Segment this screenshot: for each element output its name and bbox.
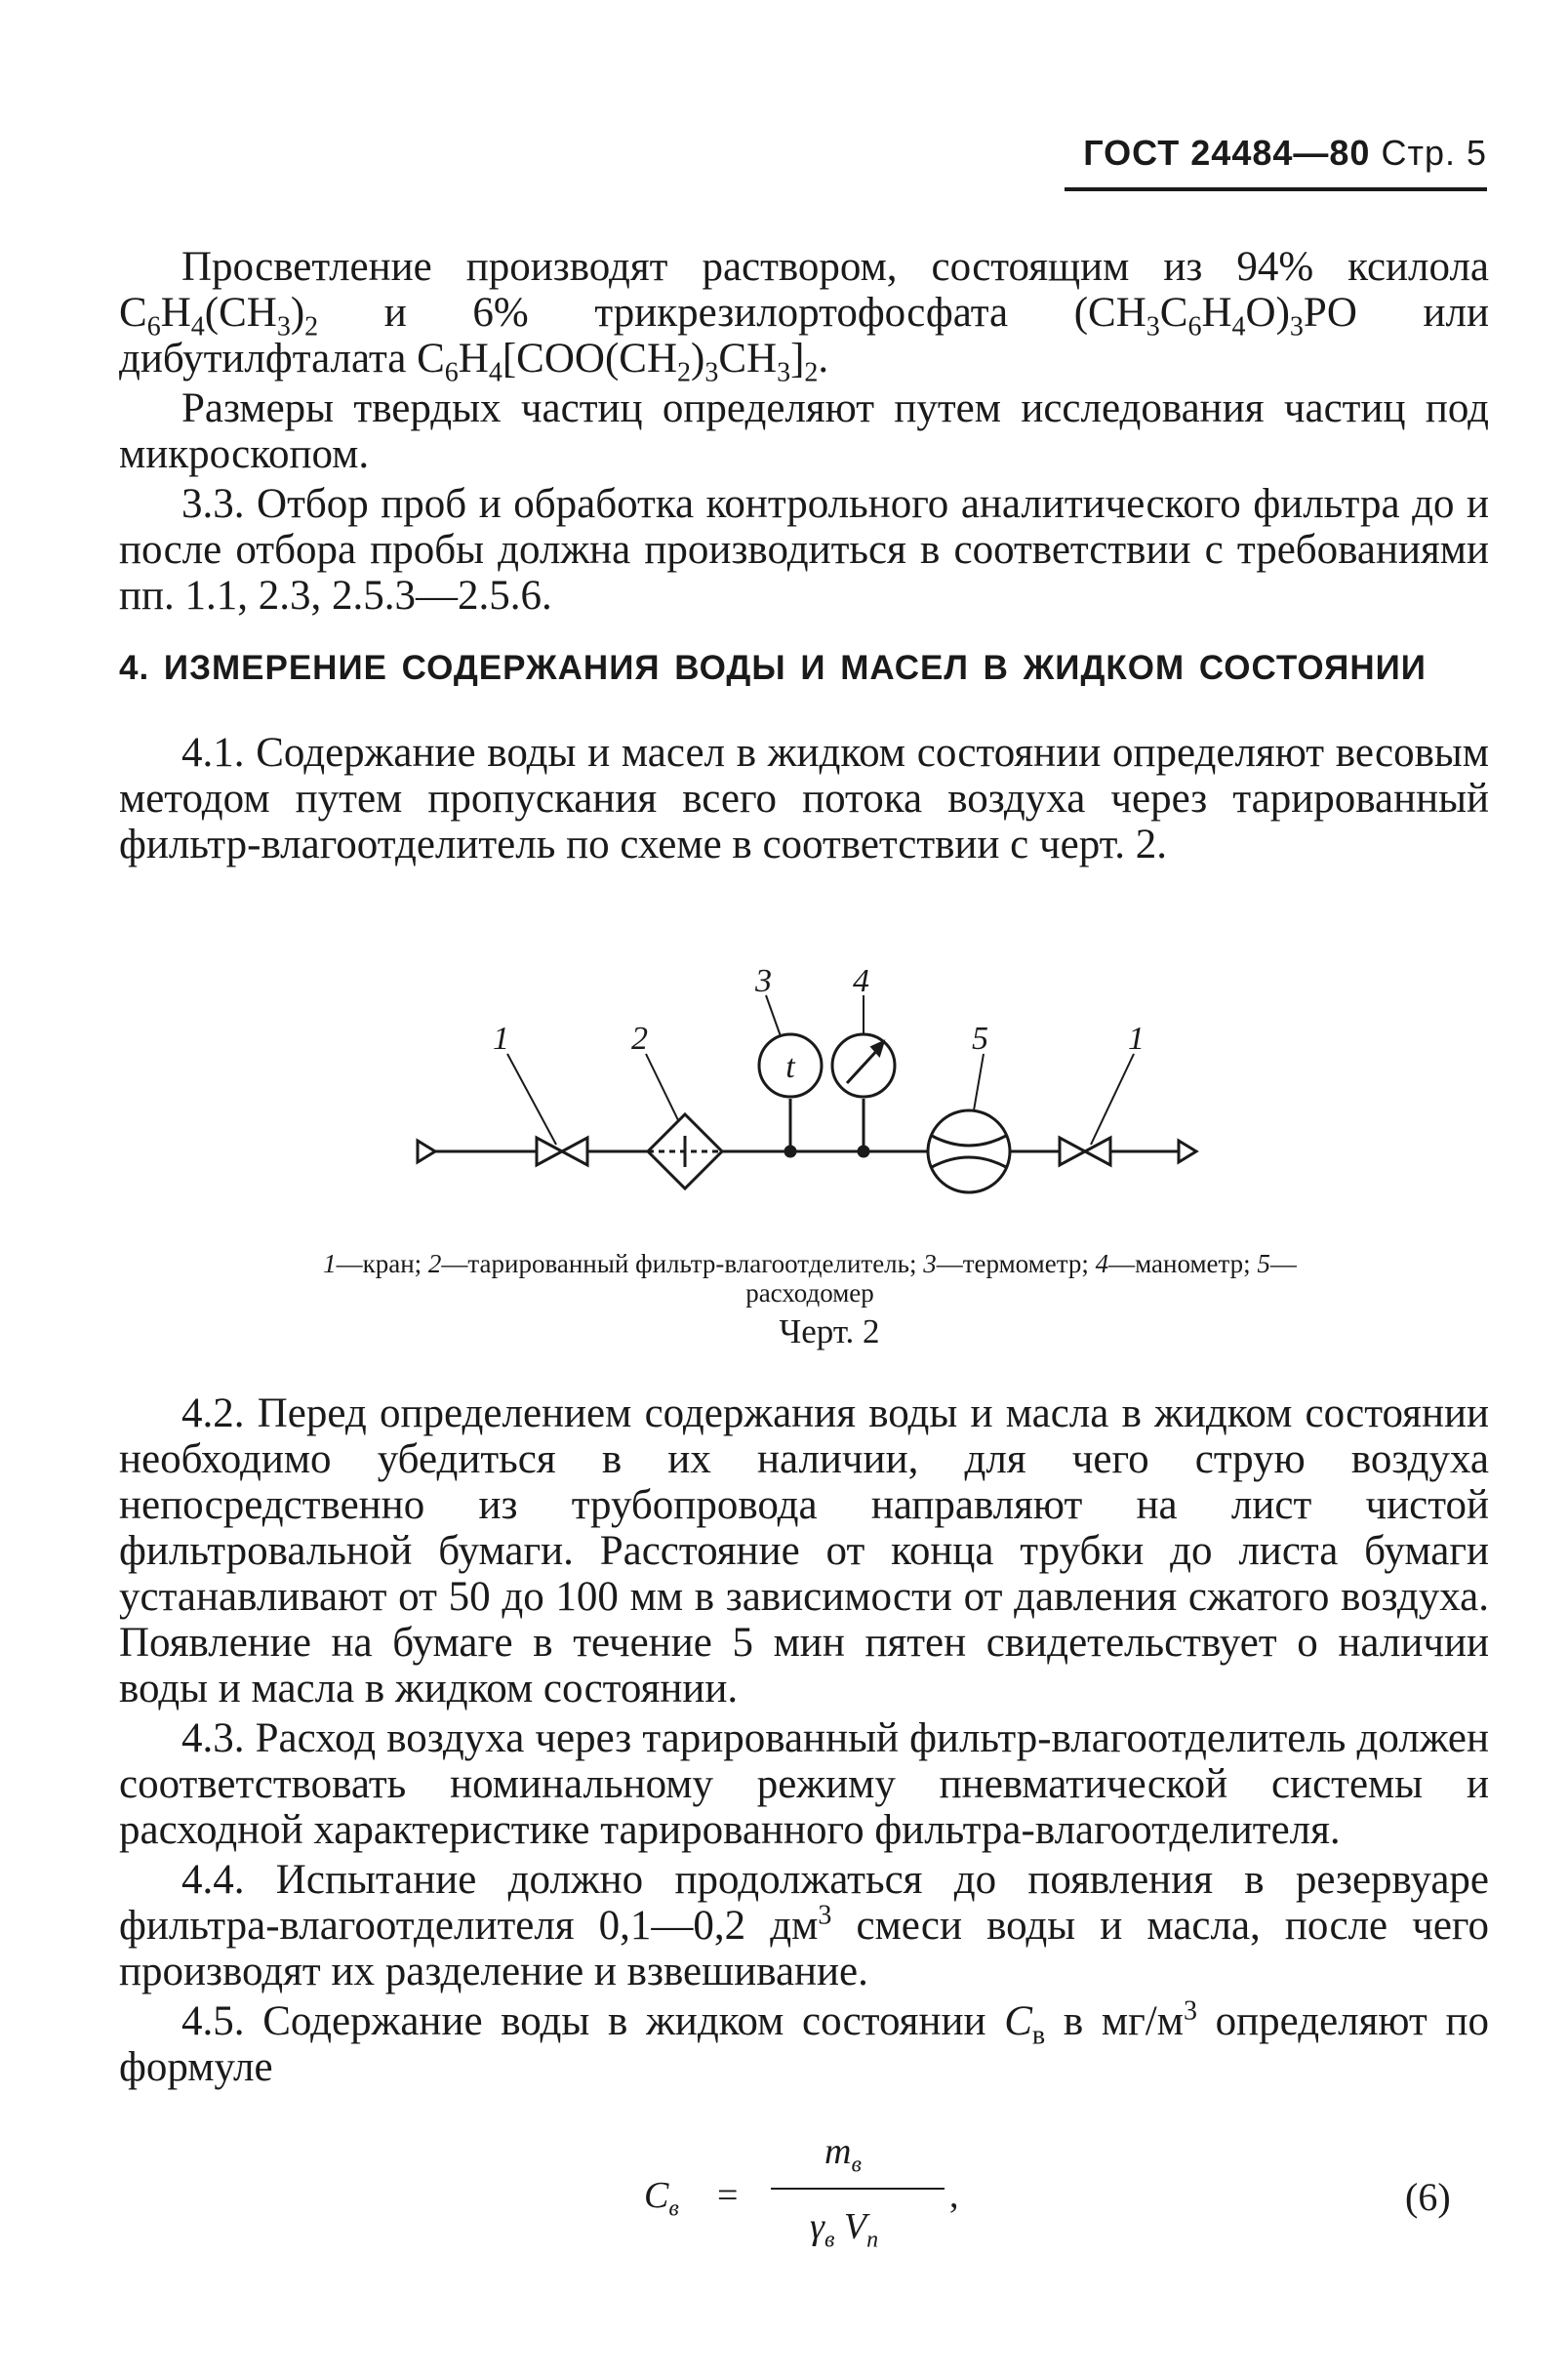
thermometer-symbol: t xyxy=(785,1049,795,1085)
intro-text xyxy=(119,244,1489,619)
leader-line xyxy=(646,1054,678,1120)
section-heading: 4. ИЗМЕРЕНИЕ СОДЕРЖАНИЯ ВОДЫ И МАСЕЛ В ЖИДКОМ СОСТОЯНИИ xyxy=(119,649,1427,687)
paragraph-4-3: 4.3. Расход воздуха через тарированный фильтр-влагоотделитель должен соответствовать номинальному режиму пневматической системы и расходной характеристике тарированного фильтра-влагоотделителя. xyxy=(119,1715,1489,1853)
paragraph-4-2: 4.2. Перед определением содержания воды и масла в жидком состоянии необходимо убедиться в их наличии, для чего струю воздуха непосредственно из трубопровода направляют на лист чистой фильтровальной бумаги. Расстояние от конца трубки до листа бумаги устанавливают от 50 до 100 мм в зависимости от давления сжатого воздуха. Появление на бумаге в течение 5 мин пятен свидетельствует о наличии воды и масла в жидком состоянии. xyxy=(119,1390,1489,1712)
formula-denominator: $\gamma_в$ $V_п$ xyxy=(810,2206,879,2253)
page-header xyxy=(1065,133,1487,174)
formula-equals: = xyxy=(717,2175,739,2216)
valve-icon xyxy=(537,1138,587,1165)
section-4-continued xyxy=(119,1390,1489,2090)
leader-line xyxy=(766,995,781,1036)
figure-caption: 1—кран; 2—тарированный фильтр-влагоотделитель; 3—термометр; 4—манометр; 5—расходомер xyxy=(323,1249,1297,1308)
flow-diagram xyxy=(390,956,1220,1229)
paragraph-particle-size: Размеры твердых частиц определяют путем исследования частиц под микроскопом. xyxy=(119,385,1489,477)
label-valve-1: 1 xyxy=(493,1021,509,1057)
page-number: Стр. 5 xyxy=(1381,133,1487,173)
formula-number: (6) xyxy=(1405,2175,1451,2219)
manometer-icon xyxy=(832,1034,895,1156)
paragraph-3-3: 3.3. Отбор проб и обработка контрольного аналитического фильтра до и после отбора пробы должна производиться в соответствии с требованиями пп. 1.1, 2.3, 2.5.3—2.5.6. xyxy=(119,481,1489,619)
formula-6 xyxy=(644,2127,1112,2264)
fraction-bar xyxy=(771,2188,945,2190)
paragraph-4-5: 4.5. Содержание воды в жидком состоянии $C_в$ в $мг/м^3$ определяют по формуле xyxy=(119,1995,1489,2090)
thermometer-icon xyxy=(759,1034,822,1156)
valve-icon xyxy=(1060,1138,1110,1165)
section-4-text xyxy=(119,730,1489,867)
outlet-arrow-icon xyxy=(1179,1141,1196,1162)
paragraph-clearing: Просветление производят раствором, состоящим из 94% ксилола $C_6H_4(CH_3)_2$ и 6% трикрезилортофосфата $(CH_3C_6H_4O)_3PO$ или дибутилфталата $C_6H_4[COO(CH_2)_3CH_3]_2$. xyxy=(119,244,1490,388)
label-thermometer: 3 xyxy=(755,963,772,999)
figure-number: Черт. 2 xyxy=(779,1312,880,1350)
leader-line xyxy=(974,1054,984,1110)
leader-line xyxy=(1091,1054,1134,1145)
paragraph-4-1: 4.1. Содержание воды и масел в жидком состоянии определяют весовым методом путем пропускания всего потока воздуха через тарированный фильтр-влагоотделитель по схеме в соответствии с черт. 2. xyxy=(119,730,1489,867)
label-valve-2: 1 xyxy=(1128,1021,1145,1057)
standard-number: ГОСТ 24484—80 xyxy=(1083,133,1371,173)
formula-numerator: $m_в$ xyxy=(824,2131,862,2178)
label-manometer: 4 xyxy=(853,963,869,999)
formula-comma: , xyxy=(949,2175,959,2216)
label-flowmeter: 5 xyxy=(972,1021,988,1057)
formula-lhs: $C_в$ xyxy=(644,2175,679,2222)
inlet-arrow-icon xyxy=(418,1141,435,1162)
label-filter: 2 xyxy=(631,1021,648,1057)
leader-line xyxy=(507,1054,556,1145)
header-rule xyxy=(1065,187,1487,191)
paragraph-4-4: 4.4. Испытание должно продолжаться до появления в резервуаре фильтра-влагоотделителя 0,1—0,2 $дм^3$ смеси воды и масла, после чего производят их разделение и взвешивание. xyxy=(119,1857,1489,1994)
filter-separator-icon xyxy=(648,1114,722,1188)
flowmeter-icon xyxy=(928,1110,1010,1192)
